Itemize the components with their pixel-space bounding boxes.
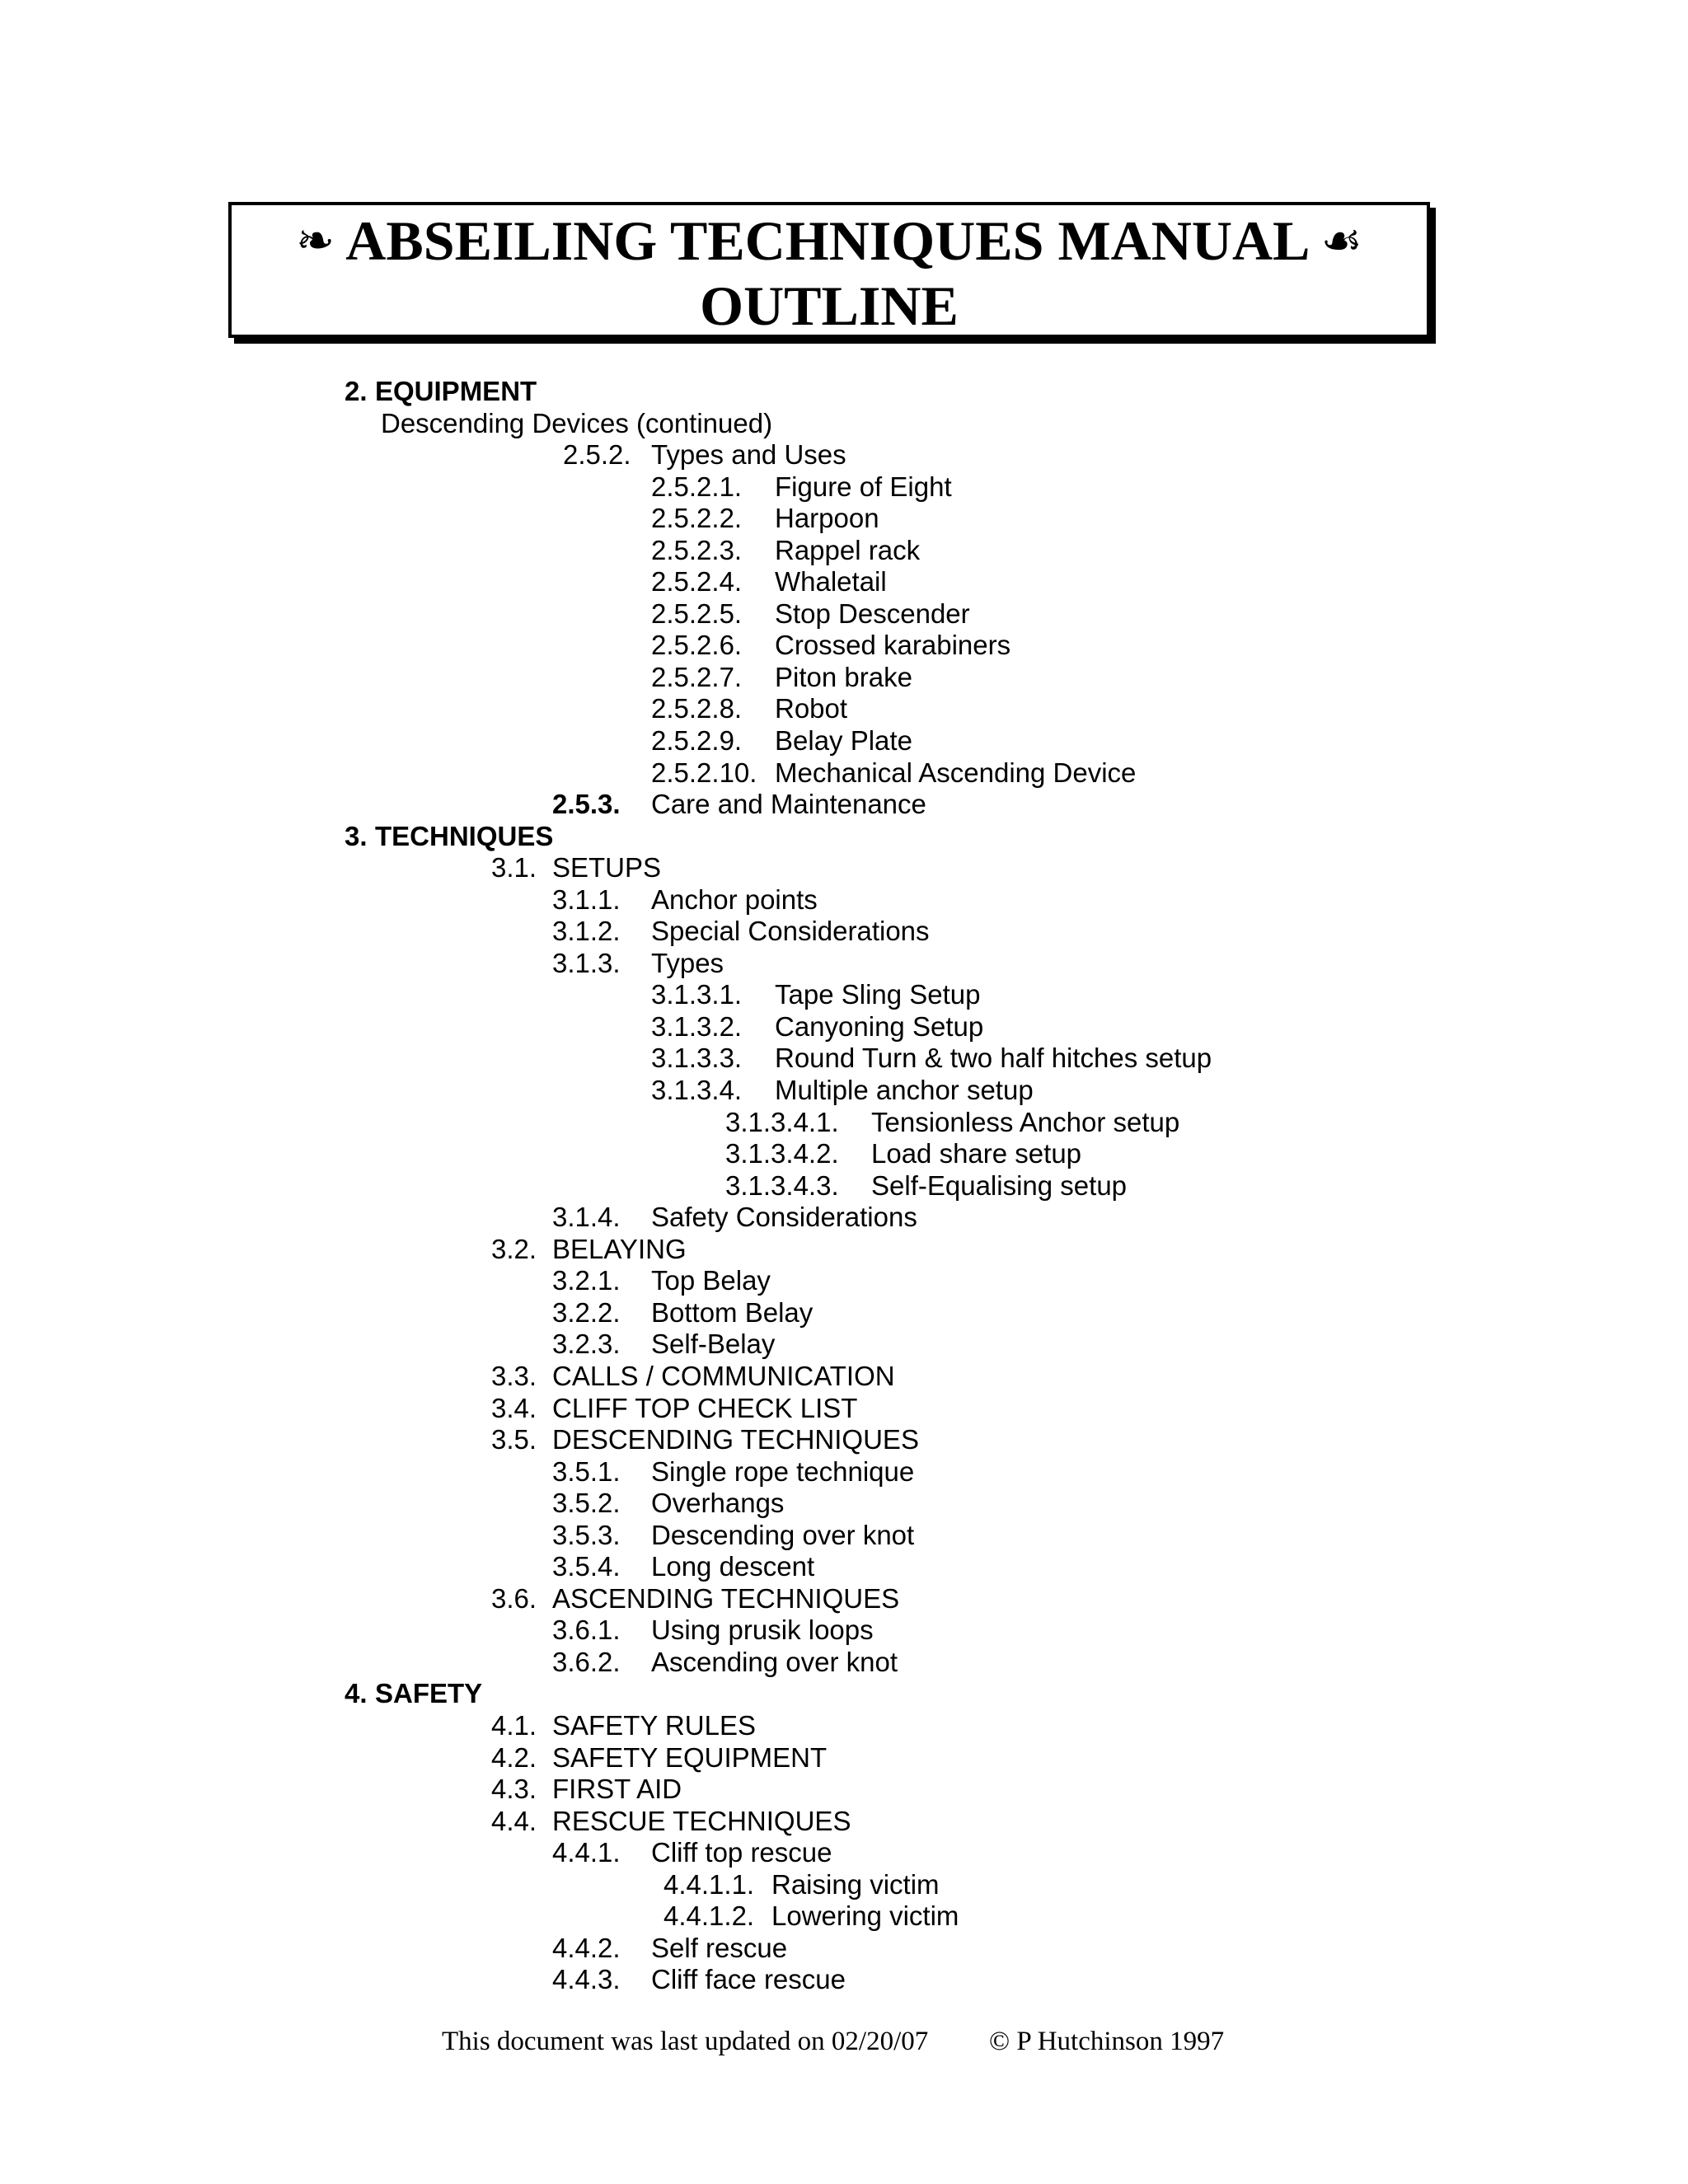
outline-item [0, 566, 1688, 598]
outline-item-number: 3.1.3.4. [651, 1075, 743, 1106]
outline-item [0, 1964, 1688, 1996]
outline-item-text: Lowering victim [771, 1900, 959, 1932]
outline-item-number: 4.3. [491, 1774, 537, 1805]
outline-item-text: Self rescue [651, 1932, 788, 1963]
outline-item [0, 1900, 1688, 1933]
outline-item-number: 3.2.1. [552, 1265, 621, 1296]
outline-item-number: 3.5.2. [552, 1488, 621, 1519]
outline-item-number: 3. [345, 820, 368, 851]
outline-item-number: 2.5.2. [563, 439, 631, 471]
outline-item-text: SAFETY RULES [552, 1709, 756, 1741]
outline-item-number: 3.6. [491, 1582, 537, 1614]
outline-item [0, 757, 1688, 790]
outline-item [0, 1551, 1688, 1583]
outline-item [0, 1806, 1688, 1838]
outline-item-text: CLIFF TOP CHECK LIST [552, 1392, 858, 1423]
outline-item [0, 821, 1688, 853]
outline-item [0, 1075, 1688, 1107]
outline-item-number: 3.5.1. [552, 1455, 621, 1487]
outline-item-number: 2.5.2.3. [651, 534, 743, 565]
outline-item-number: 4.1. [491, 1709, 537, 1741]
outline-item-number: 3.1.3.3. [651, 1043, 743, 1074]
outline-item [0, 1774, 1688, 1806]
outline-item-text: EQUIPMENT [375, 376, 537, 406]
outline-item-number: 3.6.2. [552, 1646, 621, 1677]
outline-item [0, 979, 1688, 1011]
outline-item [0, 1138, 1688, 1170]
outline-item [0, 916, 1688, 948]
outline-item-number: 2.5.2.9. [651, 725, 743, 757]
ornament-left-icon: ❧ [296, 216, 335, 267]
last-updated-text: This document was last updated on 02/20/07 [442, 2027, 929, 2056]
outline-item [0, 1520, 1688, 1552]
outline-item-number: 3.1. [491, 852, 537, 883]
outline-item-text: Safety Considerations [651, 1202, 917, 1233]
outline-item-text: Anchor points [651, 883, 818, 915]
outline-item-number: 3.2.3. [552, 1329, 621, 1360]
outline-item-text: Tape Sling Setup [775, 979, 981, 1010]
outline-item-text: Types [651, 947, 724, 978]
outline-item-text: Tensionless Anchor setup [871, 1106, 1180, 1137]
outline-item-number: 3.2. [491, 1233, 537, 1264]
outline-item-number: 3.4. [491, 1392, 537, 1423]
outline-item-number: 3.1.3.1. [651, 979, 743, 1010]
outline-item-text: Descending Devices (continued) [381, 407, 773, 438]
outline-item-number: 3.6.1. [552, 1615, 621, 1646]
outline-item-number: 3.3. [491, 1360, 537, 1391]
outline-item [0, 884, 1688, 916]
outline-item [0, 408, 1688, 440]
outline-item-number: 2.5.2.7. [651, 661, 743, 692]
outline-item-number: 2.5.2.2. [651, 503, 743, 534]
outline-item-number: 4. [345, 1678, 368, 1709]
outline-item [0, 1933, 1688, 1965]
outline-item [0, 1107, 1688, 1139]
outline-item-text: Figure of Eight [775, 471, 952, 502]
outline-item [0, 1615, 1688, 1647]
outline-item-text: Single rope technique [651, 1455, 915, 1487]
outline-item [0, 1710, 1688, 1742]
outline-item [0, 662, 1688, 694]
outline-item-number: 2.5.2.10. [651, 757, 757, 788]
outline-item-text: Robot [775, 693, 848, 724]
outline-item-text: Self-Belay [651, 1329, 776, 1360]
outline-item-number: 4.4. [491, 1805, 537, 1836]
outline-item-text: Stop Descender [775, 598, 970, 629]
outline-item [0, 1488, 1688, 1520]
outline-item [0, 1234, 1688, 1266]
outline-item-text: Belay Plate [775, 725, 912, 757]
outline-item-text: Using prusik loops [651, 1615, 874, 1646]
outline-item-text: BELAYING [552, 1233, 687, 1264]
outline-item [0, 693, 1688, 725]
outline-item-text: TECHNIQUES [375, 820, 554, 851]
outline-item-number: 4.4.3. [552, 1964, 621, 1995]
title-text: ABSEILING TECHNIQUES MANUAL [345, 209, 1307, 272]
outline-item [0, 1170, 1688, 1202]
outline-item-text: Raising victim [771, 1868, 940, 1900]
outline-item-number: 4.4.1. [552, 1837, 621, 1868]
outline-item-text: Long descent [651, 1551, 815, 1582]
outline-item [0, 376, 1688, 408]
outline-item-text: Descending over knot [651, 1519, 915, 1550]
outline-item-text: Self-Equalising setup [871, 1169, 1128, 1201]
outline-item-number: 3.2.2. [552, 1296, 621, 1328]
outline-item [0, 1678, 1688, 1710]
outline-item-text: Load share setup [871, 1138, 1082, 1169]
outline-list [0, 376, 1688, 1996]
outline-item-text: RESCUE TECHNIQUES [552, 1805, 851, 1836]
outline-item-number: 3.5.4. [552, 1551, 621, 1582]
outline-item [0, 948, 1688, 980]
outline-item [0, 1329, 1688, 1361]
outline-item-number: 4.2. [491, 1741, 537, 1773]
outline-item-number: 3.1.4. [552, 1202, 621, 1233]
outline-item-number: 2.5.2.1. [651, 471, 743, 502]
outline-item-text: CALLS / COMMUNICATION [552, 1360, 895, 1391]
outline-item [0, 852, 1688, 884]
copyright-text: © P Hutchinson 1997 [989, 2027, 1225, 2056]
outline-item [0, 1393, 1688, 1425]
outline-item-text: FIRST AID [552, 1774, 682, 1805]
outline-item-text: Mechanical Ascending Device [775, 757, 1137, 788]
outline-item-text: Crossed karabiners [775, 630, 1011, 661]
outline-item-text: Round Turn & two half hitches setup [775, 1043, 1212, 1074]
outline-item-text: Harpoon [775, 503, 879, 534]
outline-item [0, 725, 1688, 757]
outline-item [0, 789, 1688, 821]
outline-item [0, 1583, 1688, 1615]
outline-item [0, 1456, 1688, 1488]
outline-item-text: Rappel rack [775, 534, 921, 565]
title-line-1 [232, 209, 1427, 274]
outline-item-number: 3.1.3.4.3. [725, 1169, 839, 1201]
outline-item-number: 2. [345, 376, 368, 406]
outline-item-number: 3.1.3.2. [651, 1010, 743, 1042]
outline-item-number: 4.4.2. [552, 1932, 621, 1963]
outline-item-text: Ascending over knot [651, 1646, 898, 1677]
outline-item-text: ASCENDING TECHNIQUES [552, 1582, 900, 1614]
outline-item-number: 2.5.2.5. [651, 598, 743, 629]
title-line-2: OUTLINE [700, 274, 959, 337]
outline-item [0, 1361, 1688, 1393]
outline-item-text: Whaletail [775, 566, 887, 598]
outline-item-text: Multiple anchor setup [775, 1075, 1034, 1106]
outline-item [0, 1202, 1688, 1234]
outline-item-number: 2.5.2.6. [651, 630, 743, 661]
outline-item-text: Piton brake [775, 661, 912, 692]
outline-item [0, 1742, 1688, 1774]
outline-item-text: Bottom Belay [651, 1296, 814, 1328]
outline-item-text: Overhangs [651, 1488, 785, 1519]
outline-item-text: DESCENDING TECHNIQUES [552, 1424, 919, 1455]
outline-item-number: 3.5. [491, 1424, 537, 1455]
outline-item [0, 1647, 1688, 1679]
outline-item-number: 2.5.2.8. [651, 693, 743, 724]
outline-item-number: 3.1.1. [552, 883, 621, 915]
outline-item [0, 1043, 1688, 1075]
outline-item-text: Care and Maintenance [651, 789, 926, 820]
outline-item [0, 535, 1688, 567]
outline-item-text: SETUPS [552, 852, 662, 883]
outline-item-number: 3.1.3.4.2. [725, 1138, 839, 1169]
outline-item [0, 471, 1688, 504]
outline-item-number: 3.1.2. [552, 916, 621, 947]
title-box [228, 202, 1430, 338]
outline-item [0, 1424, 1688, 1456]
outline-item-number: 2.5.2.4. [651, 566, 743, 598]
outline-item-number: 3.5.3. [552, 1519, 621, 1550]
outline-item-number: 4.4.1.2. [663, 1900, 755, 1932]
outline-item [0, 1869, 1688, 1901]
outline-item [0, 503, 1688, 535]
outline-item [0, 1837, 1688, 1869]
outline-item-number: 2.5.3. [552, 789, 621, 820]
outline-item-text: Canyoning Setup [775, 1010, 984, 1042]
outline-item [0, 439, 1688, 471]
ornament-right-icon: ☙ [1320, 216, 1362, 267]
outline-item-text: Top Belay [651, 1265, 771, 1296]
outline-item [0, 598, 1688, 630]
outline-item-text: Cliff top rescue [651, 1837, 832, 1868]
outline-item-number: 4.4.1.1. [663, 1868, 755, 1900]
outline-item-text: Cliff face rescue [651, 1964, 846, 1995]
outline-item-number: 3.1.3.4.1. [725, 1106, 839, 1137]
outline-item [0, 630, 1688, 662]
outline-item-text: Types and Uses [651, 439, 846, 471]
outline-item-number: 3.1.3. [552, 947, 621, 978]
outline-item [0, 1011, 1688, 1043]
outline-item [0, 1297, 1688, 1329]
outline-item [0, 1265, 1688, 1297]
outline-item-text: SAFETY EQUIPMENT [552, 1741, 828, 1773]
outline-item-text: Special Considerations [651, 916, 930, 947]
outline-item-text: SAFETY [375, 1678, 483, 1709]
